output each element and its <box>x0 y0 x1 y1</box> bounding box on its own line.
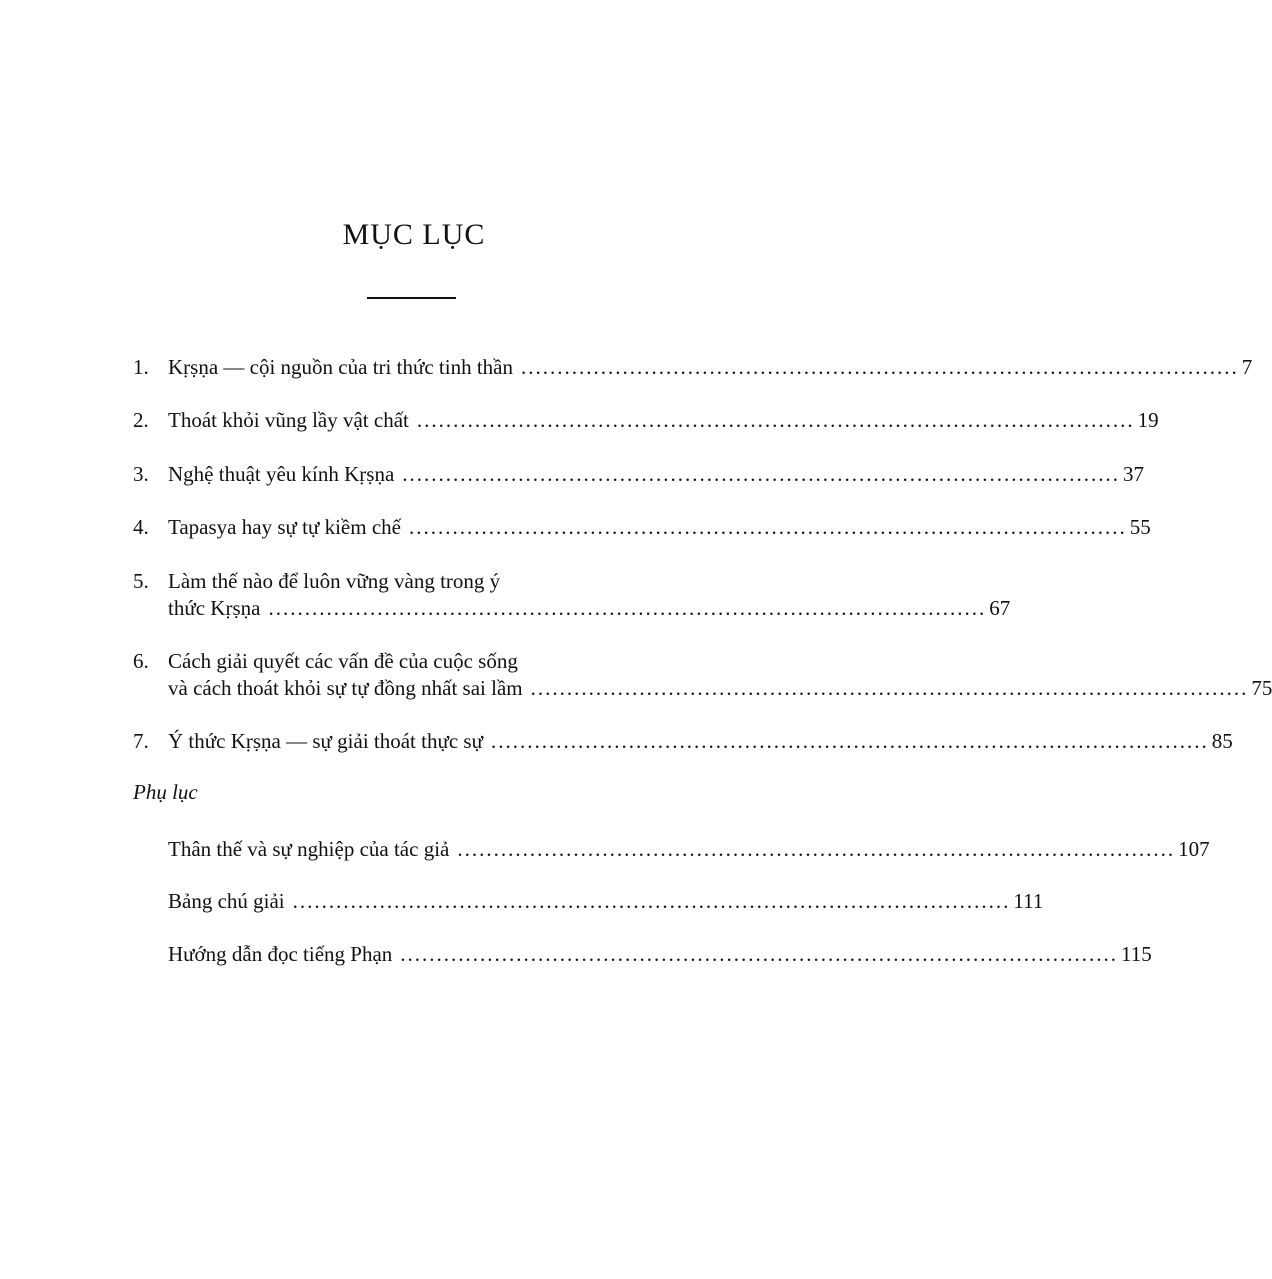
dot-leader: ................................................................................................... <box>530 676 1249 700</box>
toc-entry-1[interactable] <box>133 354 1253 381</box>
toc-entry-number: 6. <box>133 649 149 673</box>
appendix-entry-3[interactable] <box>133 941 1152 968</box>
appendix-entry-1[interactable] <box>133 836 1210 863</box>
toc-entry-2[interactable] <box>133 407 1159 434</box>
dot-leader: ................................................................................................... <box>490 729 1209 753</box>
toc-entry-page: 107 <box>1178 837 1210 861</box>
toc-entry-page: 37 <box>1123 462 1145 486</box>
appendix-entry-2[interactable] <box>133 888 1044 915</box>
toc-entry-number: 7. <box>133 729 149 753</box>
dot-leader: ................................................................................................... <box>268 596 987 620</box>
toc-entry-4[interactable] <box>133 514 1151 541</box>
toc-entry-number: 1. <box>133 355 149 379</box>
dot-leader: ................................................................................................... <box>400 942 1119 966</box>
dot-leader: ................................................................................................... <box>416 408 1135 432</box>
dot-leader: ................................................................................................... <box>408 515 1127 539</box>
toc-entry-number: 4. <box>133 515 149 539</box>
toc-entry-title: thức Kṛṣṇa <box>168 596 261 620</box>
toc-entry-title: Tapasya hay sự tự kiềm chế <box>168 515 401 539</box>
toc-entry-title-line: Làm thế nào để luôn vững vàng trong ý <box>168 569 501 593</box>
toc-entry-number: 5. <box>133 569 149 593</box>
dot-leader: ................................................................................................... <box>402 462 1121 486</box>
toc-entry-page: 7 <box>1241 355 1253 379</box>
toc-entry-title: Nghệ thuật yêu kính Kṛṣṇa <box>168 462 395 486</box>
dot-leader: ................................................................................................... <box>457 837 1176 861</box>
dot-leader: ................................................................................................... <box>292 889 1011 913</box>
toc-entry-page: 75 <box>1251 676 1272 700</box>
toc-entry-5[interactable] <box>133 568 1011 622</box>
toc-entry-page: 67 <box>989 596 1011 620</box>
toc-entry-7[interactable] <box>133 728 1233 755</box>
toc-entry-6[interactable] <box>133 648 1272 702</box>
toc-entry-title: Ý thức Kṛṣṇa — sự giải thoát thực sự <box>168 729 483 753</box>
toc-entry-title: và cách thoát khỏi sự tự đồng nhất sai lầm <box>168 676 523 700</box>
toc-entry-3[interactable] <box>133 461 1145 488</box>
toc-entry-title: Kṛṣṇa — cội nguồn của tri thức tinh thần <box>168 355 513 379</box>
toc-entry-title: Bảng chú giải <box>168 889 285 913</box>
toc-entry-title: Thoát khỏi vũng lầy vật chất <box>168 408 409 432</box>
toc-entry-page: 111 <box>1013 889 1044 913</box>
toc-entry-number: 3. <box>133 462 149 486</box>
toc-entry-page: 85 <box>1211 729 1233 753</box>
appendix-heading: Phụ lục <box>133 780 198 804</box>
page-title: MỤC LỤC <box>342 218 486 251</box>
toc-entry-page: 115 <box>1121 942 1152 966</box>
toc-entry-title-line: Cách giải quyết các vấn đề của cuộc sống <box>168 649 518 673</box>
toc-entry-number: 2. <box>133 408 149 432</box>
toc-entry-page: 19 <box>1137 408 1159 432</box>
toc-entry-title: Hướng dẫn đọc tiếng Phạn <box>168 942 393 966</box>
toc-entry-page: 55 <box>1129 515 1151 539</box>
toc-entry-title: Thân thế và sự nghiệp của tác giả <box>168 837 450 861</box>
dot-leader: ................................................................................................... <box>520 355 1239 379</box>
